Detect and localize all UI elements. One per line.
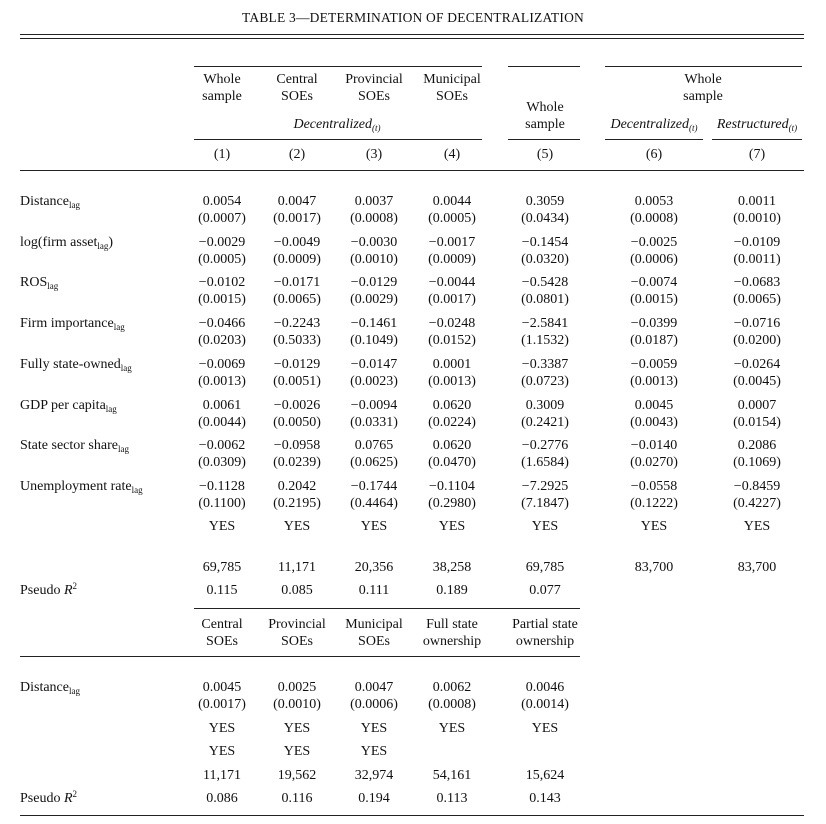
col-header-c2-line1: Central — [276, 72, 318, 87]
panel-b-header-line2: ownership — [422, 634, 482, 649]
rule-header-bottom — [20, 170, 804, 171]
se-cell: (0.0013) — [428, 373, 476, 389]
coef-cell: 0.0025 — [277, 680, 317, 695]
coef-cell: 0.0045 — [634, 397, 674, 413]
coef-cell: −0.1454 — [521, 234, 569, 250]
coef-cell: −0.2243 — [273, 316, 321, 332]
col-header-c1-line2: sample — [202, 89, 242, 104]
row-label-b-distance: Distance$_{lag}$ — [20, 680, 80, 696]
coef-cell: −0.0171 — [273, 275, 321, 291]
se-cell: (0.0011) — [733, 251, 781, 267]
se-cell: (0.0010) — [350, 251, 398, 267]
se-cell: (0.1069) — [733, 455, 781, 471]
coef-cell: −0.0030 — [350, 234, 398, 250]
obs-cell: 38,258 — [432, 560, 472, 575]
coef-cell: −7.2925 — [521, 478, 569, 494]
panel-b-header-line2: SOEs — [206, 634, 238, 649]
col-number: (4) — [443, 147, 461, 162]
obs-cell: 11,171 — [203, 768, 241, 783]
dummy-cell: YES — [640, 519, 668, 534]
coef-cell: 0.0001 — [432, 356, 472, 372]
col-header-c4-line1: Municipal — [423, 72, 481, 87]
coef-cell: 0.0037 — [354, 194, 394, 209]
se-cell: (0.0006) — [350, 697, 398, 712]
se-cell: (0.0187) — [630, 333, 678, 349]
col-number: (7) — [748, 147, 766, 162]
se-cell: (0.1222) — [630, 495, 678, 511]
coef-cell: −0.0466 — [198, 316, 246, 332]
row-label: log(firm asset$_{lag}$) — [20, 234, 114, 251]
top-rule-1 — [20, 34, 804, 35]
dummy-cell: YES — [743, 519, 771, 534]
se-cell: (0.0017) — [198, 697, 246, 712]
coef-cell: −0.0248 — [428, 316, 476, 332]
se-cell: (0.0043) — [630, 414, 678, 430]
obs-cell: 69,785 — [202, 560, 242, 575]
se-cell: (0.0029) — [350, 292, 398, 308]
se-cell: (0.0331) — [350, 414, 398, 430]
dummy-cell: YES — [360, 519, 388, 534]
coef-cell: 0.0047 — [354, 680, 394, 695]
subheader-decentralized-probit: Decentralized$_{(t)}$ — [293, 117, 381, 133]
se-cell: (0.0007) — [198, 211, 246, 226]
coef-cell: −0.0716 — [733, 316, 781, 332]
subheader-decentralized-mlogit: Decentralized$_{(t)}$ — [610, 117, 698, 133]
coef-cell: 0.0007 — [737, 397, 777, 413]
se-cell: (0.0200) — [733, 333, 781, 349]
panel-b-header-line1: Partial state — [512, 617, 578, 632]
se-cell: (0.0270) — [630, 455, 678, 471]
col-header-c67-line1: Whole — [684, 72, 722, 87]
controls-cell: YES — [208, 721, 236, 736]
se-cell: (0.0224) — [428, 414, 476, 430]
coef-cell: −0.0129 — [273, 356, 321, 372]
rule-dec-ml — [605, 139, 703, 140]
coef-cell: −2.5841 — [521, 316, 569, 332]
se-cell: (0.0050) — [273, 414, 321, 430]
se-cell: (0.2980) — [428, 495, 476, 511]
coef-cell: 0.0011 — [738, 194, 776, 209]
col-number: (3) — [365, 147, 383, 162]
se-cell: (0.0008) — [350, 211, 398, 226]
se-cell: (0.0023) — [350, 373, 398, 389]
coef-cell: −0.0140 — [630, 438, 678, 454]
panel-b-header-line2: SOEs — [281, 634, 313, 649]
r2-cell: 0.085 — [281, 583, 313, 598]
coef-cell: 0.0053 — [634, 194, 674, 209]
se-cell: (0.0065) — [733, 292, 781, 308]
col-header-c2-line2: SOEs — [281, 89, 313, 104]
se-cell: (0.0723) — [521, 373, 569, 389]
coef-cell: 0.0054 — [202, 194, 242, 209]
coef-cell: −0.1744 — [350, 478, 398, 494]
se-cell: (0.2421) — [521, 414, 569, 430]
col-header-c3-line1: Provincial — [345, 72, 403, 87]
obs-cell: 15,624 — [525, 768, 565, 783]
rule-hazard-sub — [508, 139, 580, 140]
r2-cell: 0.111 — [358, 583, 390, 598]
coef-cell: −0.0044 — [428, 275, 476, 291]
addl-controls-cell: YES — [360, 744, 388, 759]
table-title: TABLE 3—DETERMINATION OF DECENTRALIZATION — [242, 10, 584, 25]
col-number: (1) — [213, 147, 231, 162]
r2-cell: 0.077 — [529, 583, 561, 598]
row-label: Firm importance$_{lag}$ — [20, 316, 125, 333]
coef-cell: −0.0399 — [630, 316, 678, 332]
coef-cell: 0.0062 — [432, 680, 472, 695]
r2-cell: 0.194 — [358, 791, 390, 806]
coef-cell: −0.0094 — [350, 397, 398, 413]
coef-cell: −0.1104 — [429, 478, 475, 494]
se-cell: (0.2195) — [273, 495, 321, 511]
coef-cell: −0.0049 — [273, 234, 321, 250]
se-cell: (0.0154) — [733, 414, 781, 430]
se-cell: (0.1049) — [350, 333, 398, 349]
se-cell: (0.0625) — [350, 455, 398, 471]
se-cell: (0.4227) — [733, 495, 781, 511]
se-cell: (0.0013) — [630, 373, 678, 389]
row-label: Unemployment rate$_{lag}$ — [20, 478, 143, 495]
rule-decentralized — [194, 139, 482, 140]
se-cell: (0.0017) — [273, 211, 321, 226]
coef-cell: −0.1461 — [350, 316, 398, 332]
se-cell: (0.0470) — [428, 455, 476, 471]
se-cell: (0.0065) — [273, 292, 321, 308]
panel-b-header-line1: Provincial — [268, 617, 326, 632]
panel-b-header-line2: SOEs — [358, 634, 390, 649]
addl-controls-cell: YES — [208, 744, 236, 759]
se-cell: (0.4464) — [350, 495, 398, 511]
coef-cell: −0.0109 — [733, 234, 781, 250]
coef-cell: 0.0045 — [202, 680, 242, 695]
se-cell: (7.1847) — [521, 495, 569, 511]
obs-cell: 69,785 — [525, 560, 565, 575]
coef-cell: −0.0147 — [350, 356, 398, 372]
coef-cell: −0.0102 — [198, 275, 246, 291]
coef-cell: 0.2042 — [277, 478, 317, 494]
dummy-cell: YES — [283, 519, 311, 534]
rule-panel-a-bottom — [194, 608, 580, 609]
coef-cell: −0.0025 — [630, 234, 678, 250]
coef-cell: 0.0046 — [525, 680, 565, 695]
se-cell: (0.0434) — [521, 211, 569, 226]
controls-cell: YES — [531, 721, 559, 736]
dummy-cell: YES — [438, 519, 466, 534]
coef-cell: −0.3387 — [521, 356, 569, 372]
se-cell: (0.0010) — [733, 211, 781, 226]
coef-cell: −0.5428 — [521, 275, 569, 291]
se-cell: (0.0009) — [428, 251, 476, 267]
coef-cell: 0.3059 — [525, 194, 565, 209]
obs-cell: 11,171 — [278, 560, 316, 575]
r2-cell: 0.143 — [529, 791, 561, 806]
col-number: (5) — [536, 147, 554, 162]
obs-cell: 83,700 — [634, 560, 674, 575]
bottom-rule — [20, 815, 804, 816]
top-rule-2 — [20, 38, 804, 39]
coef-cell: −0.2776 — [521, 438, 569, 454]
se-cell: (0.0152) — [428, 333, 476, 349]
se-cell: (0.1100) — [198, 495, 246, 511]
panel-b-header-line1: Full state — [426, 617, 478, 632]
se-cell: (0.0010) — [273, 697, 321, 712]
se-cell: (1.1532) — [521, 333, 569, 349]
row-label-pseudo-r2: Pseudo $R^2$ — [20, 581, 78, 598]
controls-cell: YES — [438, 721, 466, 736]
col-header-c3-line2: SOEs — [358, 89, 390, 104]
se-cell: (0.0015) — [198, 292, 246, 308]
se-cell: (0.0009) — [273, 251, 321, 267]
se-cell: (0.0239) — [273, 455, 321, 471]
coef-cell: 0.0620 — [432, 397, 472, 413]
panel-b-header-line2: ownership — [515, 634, 575, 649]
obs-cell: 19,562 — [277, 768, 317, 783]
se-cell: (0.0320) — [521, 251, 569, 267]
se-cell: (0.0045) — [733, 373, 781, 389]
rule-res-ml — [712, 139, 802, 140]
obs-cell: 20,356 — [354, 560, 394, 575]
col-number: (6) — [645, 147, 663, 162]
addl-controls-cell: YES — [283, 744, 311, 759]
panel-b-header-line1: Municipal — [345, 617, 403, 632]
col-header-c5-line1: Whole — [526, 100, 564, 115]
rule-panel-b-header — [20, 656, 580, 657]
row-label: Fully state-owned$_{lag}$ — [20, 356, 132, 373]
r2-cell: 0.113 — [436, 791, 468, 806]
se-cell: (1.6584) — [521, 455, 569, 471]
se-cell: (0.0309) — [198, 455, 246, 471]
rule-mlogit — [605, 66, 802, 67]
se-cell: (0.0008) — [428, 697, 476, 712]
dummy-cell: YES — [208, 519, 236, 534]
se-cell: (0.0203) — [198, 333, 246, 349]
coef-cell: −0.0129 — [350, 275, 398, 291]
coef-cell: 0.0620 — [432, 438, 472, 454]
controls-cell: YES — [360, 721, 388, 736]
coef-cell: −0.0074 — [630, 275, 678, 291]
coef-cell: −0.0026 — [273, 397, 321, 413]
se-cell: (0.5033) — [273, 333, 321, 349]
r2-cell: 0.086 — [206, 791, 238, 806]
coef-cell: 0.0047 — [277, 194, 317, 209]
se-cell: (0.0008) — [630, 211, 678, 226]
coef-cell: −0.0683 — [733, 275, 781, 291]
row-label-b-pseudo-r2: Pseudo $R^2$ — [20, 789, 78, 806]
col-number: (2) — [288, 147, 306, 162]
col-header-c67-line2: sample — [683, 89, 723, 104]
se-cell: (0.0015) — [630, 292, 678, 308]
panel-b-header-line1: Central — [201, 617, 243, 632]
row-label: $ROS_{lag}$ — [20, 275, 59, 292]
subheader-restructured-mlogit: Restructured$_{(t)}$ — [716, 117, 798, 133]
coef-cell: 0.0044 — [432, 194, 472, 209]
col-header-c5-line2: sample — [525, 117, 565, 132]
coef-cell: 0.2086 — [737, 438, 777, 454]
coef-cell: −0.0558 — [630, 478, 678, 494]
row-label: Distance$_{lag}$ — [20, 194, 80, 210]
se-cell: (0.0801) — [521, 292, 569, 308]
coef-cell: −0.0029 — [198, 234, 246, 250]
coef-cell: −0.1128 — [199, 478, 245, 494]
row-label: GDP per capita$_{lag}$ — [20, 397, 117, 414]
se-cell: (0.0044) — [198, 414, 246, 430]
coef-cell: −0.0069 — [198, 356, 246, 372]
col-header-c4-line2: SOEs — [436, 89, 468, 104]
coef-cell: −0.0264 — [733, 356, 781, 372]
coef-cell: −0.0958 — [273, 438, 321, 454]
se-cell: (0.0013) — [198, 373, 246, 389]
obs-cell: 54,161 — [432, 768, 472, 783]
obs-cell: 83,700 — [737, 560, 777, 575]
coef-cell: −0.0059 — [630, 356, 678, 372]
se-cell: (0.0017) — [428, 292, 476, 308]
obs-cell: 32,974 — [354, 768, 394, 783]
coef-cell: −0.8459 — [733, 478, 781, 494]
coef-cell: 0.0061 — [202, 397, 242, 413]
se-cell: (0.0006) — [630, 251, 678, 267]
coef-cell: 0.3009 — [525, 397, 565, 413]
r2-cell: 0.116 — [281, 791, 313, 806]
se-cell: (0.0005) — [198, 251, 246, 267]
se-cell: (0.0014) — [521, 697, 569, 712]
coef-cell: −0.0062 — [198, 438, 246, 454]
row-label: State sector share$_{lag}$ — [20, 438, 129, 455]
controls-cell: YES — [283, 721, 311, 736]
dummy-cell: YES — [531, 519, 559, 534]
se-cell: (0.0051) — [273, 373, 321, 389]
coef-cell: 0.0765 — [354, 438, 394, 454]
se-cell: (0.0005) — [428, 211, 476, 226]
r2-cell: 0.115 — [206, 583, 238, 598]
col-header-c1-line1: Whole — [203, 72, 241, 87]
r2-cell: 0.189 — [436, 583, 468, 598]
rule-hazard — [508, 66, 580, 67]
rule-probit — [194, 66, 482, 67]
coef-cell: −0.0017 — [428, 234, 476, 250]
